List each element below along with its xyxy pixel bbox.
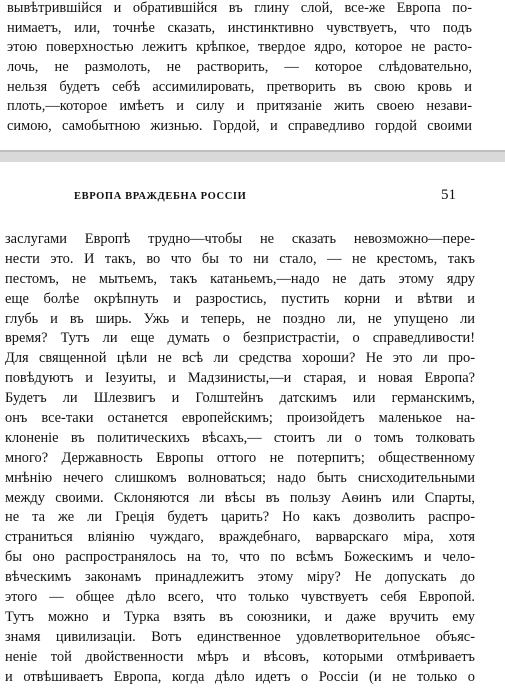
text-line: повѣдуютъ и Іезуиты, и Мадзинисты,—и старая, и новая Европа? — [5, 370, 475, 387]
text-line: нимаетъ, или, точнѣе сказать, инстинктивно чувствуетъ, что подъ — [7, 19, 472, 36]
text-line: этого — общее дѣло всего, что только чувствуетъ себя Европой. — [5, 589, 475, 606]
text-line: бы оно распространялось на то, что по всѣмъ Божескимъ и чело- — [5, 549, 475, 566]
running-head — [0, 187, 505, 207]
text-line: страниться вліянію чуждаго, враждебнаго, варварскаго міра, хотя — [5, 529, 475, 546]
text-line: еще болѣе окрѣпнуть и разростись, пустить корни и вѣтви и — [5, 290, 475, 307]
text-line: между своими. Склоняются ли вѣсы въ пользу Аѳинъ или Спарты, — [5, 489, 475, 506]
text-line: онъ все-таки останется европейскимъ; произойдетъ маленькое на- — [5, 410, 475, 427]
text-line: вѣческимъ законамъ принадлежитъ этому міру? Не допускать до — [5, 569, 475, 586]
page-number: 51 — [441, 187, 456, 203]
text-line: и отвѣшиваетъ Европа, когда дѣло идетъ о Россіи (и не только о — [5, 668, 475, 685]
text-line: неніе той двойственности мѣръ и вѣсовъ, которыми отмѣриваетъ — [5, 648, 475, 665]
text-line: много? Державность Европы оттого не потерпитъ; общественному — [5, 449, 475, 466]
text-line: заслугами Европѣ трудно—чтобы не сказать невозможно—пере- — [5, 231, 475, 247]
page-gutter — [0, 152, 505, 162]
running-title: ЕВРОПА ВРАЖДЕБНА РОССІИ — [74, 191, 247, 202]
text-line: плоть,—которое имѣетъ и силу и притязаніе жить своею незави- — [7, 98, 472, 115]
text-line: нести это. И такъ, во что бы то ни стало, — не крестомъ, такъ — [5, 250, 475, 267]
text-line: вывѣтрившійся и обратившійся въ глину слой, все-же Европа по- — [7, 0, 472, 16]
text-line: нельзя будетъ себѣ ассимилировать, претворить въ свою кровь и — [7, 78, 472, 95]
page-body-text — [5, 230, 475, 687]
text-line: пестомъ, не мытьемъ, такъ катаньемъ,—надо не дать этому ядру — [5, 270, 475, 287]
previous-page-fragment — [0, 0, 505, 152]
page-51 — [0, 162, 505, 685]
previous-page-text — [7, 0, 472, 137]
text-line: не та же ли Греція будетъ царить? Но какъ дозволить распро- — [5, 509, 475, 526]
text-line: лочь, не размолоть, не растворить, — которое слѣдовательно, — [7, 59, 472, 76]
text-line: время? Тутъ ли еще думать о безпристрастіи, о справедливости! — [5, 330, 475, 347]
text-line: мнѣнію нечего слишкомъ волноваться; надо быть снисходительными — [5, 469, 475, 486]
text-line: Для священной цѣли не всѣ ли средства хороши? Не это ли про- — [5, 350, 475, 367]
text-line: Тутъ можно и Турка взять въ союзники, и даже вручить ему — [5, 608, 475, 625]
text-line: Будетъ ли Шлезвигъ и Голштейнъ датскимъ или германскимъ, — [5, 390, 475, 407]
text-line: этою поверхностью лежитъ крѣпкое, твердое ядро, которое не расто- — [7, 39, 472, 56]
text-line: знамя цивилизаціи. Вотъ единственное удовлетворительное объяс- — [5, 628, 475, 645]
text-line: глубь и въ ширь. Ужь и теперь, не поздно ли, не упущено ли — [5, 310, 475, 327]
text-line: клоненіе въ политическихъ вѣсахъ,— стоитъ ли о томъ толковать — [5, 429, 475, 446]
text-line: симою, самобытною жизнью. Гордой, и справедливо гордой своими — [7, 118, 472, 135]
